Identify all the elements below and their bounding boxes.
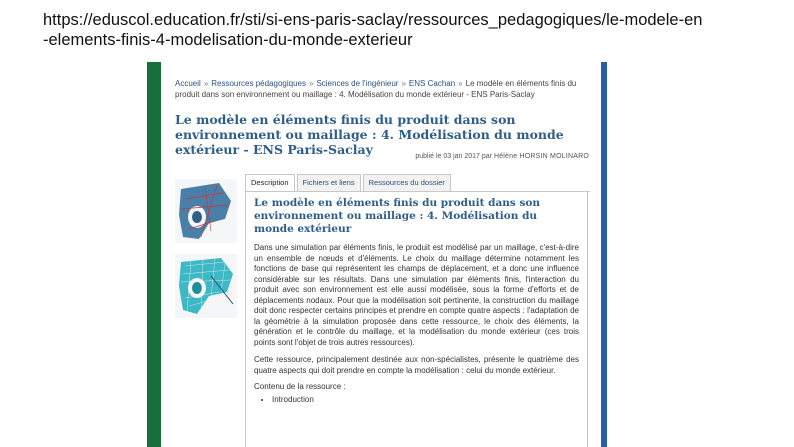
breadcrumb-current: Le modèle en éléments finis du produit dans son environnement ou maillage : 4. Modélisation du monde extérieur - ENS Paris-Saclay <box>175 79 577 99</box>
left-color-bar <box>147 62 161 447</box>
description-paragraph-2: Cette ressource, principalement destinée aux non-spécialistes, présente le quatrième des quatre aspects qui doit prendre en compte la modélisation : celui du monde extérieur. <box>254 355 579 375</box>
contents-list <box>254 395 579 404</box>
page-screenshot <box>147 62 607 447</box>
tab-bar <box>245 174 590 192</box>
description-title: Le modèle en éléments finis du produit dans son environnement ou maillage : 4. Modélisation du monde extérieur <box>254 197 541 235</box>
url-caption-line-1: https://eduscol.education.fr/sti/si-ens-paris-saclay/ressources_pedagogiques/le-modele-en <box>43 11 703 29</box>
right-color-bar <box>601 62 607 447</box>
breadcrumb-ens-cachan[interactable]: ENS Cachan <box>408 79 456 88</box>
breadcrumb-separator: » <box>458 79 463 88</box>
fem-part-thumbnail-icon <box>175 179 237 243</box>
contents-list-item: • Introduction <box>272 395 579 404</box>
tab-ressources-du-dossier[interactable]: Ressources du dossier <box>363 174 451 191</box>
description-panel <box>245 192 588 447</box>
breadcrumb-home[interactable]: Accueil <box>175 79 201 88</box>
breadcrumb <box>175 78 595 100</box>
breadcrumb-separator: » <box>203 79 209 88</box>
description-paragraph-1: Dans une simulation par éléments finis, le produit est modélisé par un maillage, c'est-à-dire un ensemble de nœuds et d'éléments. Le choix du maillage détermine notamment les fonctions de base qui représentent les champs de déplacement, et a donc une influence considérable sur les résultats. Dans une simulation par éléments finis, l'interaction du produit avec son environnement est elle aussi modélisée, sous la forme d'efforts et de déplacements nodaux. Pour que la modélisation soit pertinente, la construction du maillage doit donc respecter certains principes et prendre en compte quatre aspects : l'adaptation de la géométrie à la simulation proposée dans cette ressource, le choix des éléments, la génération et le contrôle du maillage, et la modélisation du monde extérieur (ces trois points sont l'objet de trois autres ressources). <box>254 243 579 347</box>
contents-label: Contenu de la ressource : <box>254 382 346 391</box>
breadcrumb-separator: » <box>401 79 406 88</box>
url-caption-line-2: -elements-finis-4-modelisation-du-monde-exterieur <box>43 31 413 49</box>
published-line <box>415 153 589 160</box>
thumbnail-column <box>175 179 241 329</box>
tab-fichiers-et-liens[interactable]: Fichiers et liens <box>297 174 361 191</box>
author-name[interactable]: Hélène HORSIN MOLINARO <box>493 153 589 160</box>
breadcrumb-sciences[interactable]: Sciences de l'ingénieur <box>316 79 399 88</box>
published-date: publié le 03 jan 2017 par <box>415 153 492 160</box>
page-title: Le modèle en éléments finis du produit dans son environnement ou maillage : 4. Modélisation du monde extérieur - ENS Paris-Saclay <box>175 112 564 157</box>
breadcrumb-ressources[interactable]: Ressources pédagogiques <box>211 79 306 88</box>
url-caption <box>43 10 783 50</box>
fem-mesh-thumbnail-icon <box>175 254 237 318</box>
breadcrumb-separator: » <box>308 79 314 88</box>
tab-description[interactable]: Description <box>245 174 295 191</box>
